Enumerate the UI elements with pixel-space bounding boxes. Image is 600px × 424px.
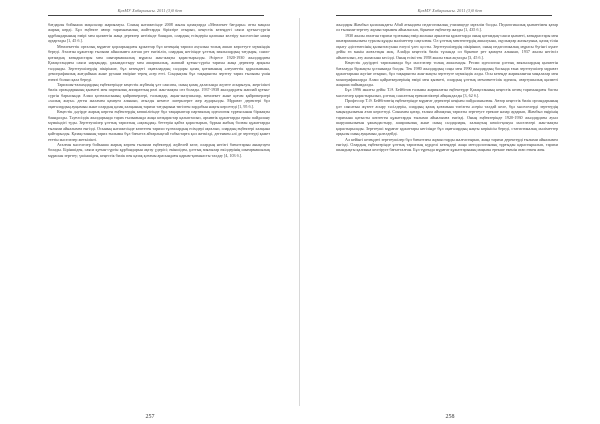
running-head: ҚазМУ Хабаршысы. 2011 (3)0 бет xyxy=(117,8,183,13)
paragraph: Бұл 1996 жылғы дейін Т.Ә. Бейбітов ғалымы жариялаған еңбектерде Қазақстанның кеңестік кезең тарихындағы басты мәселелер қарастырылып, ұлттық саясаттың ерекшеліктері айқындалды [3, 62 б.]. xyxy=(336,87,558,98)
body-text xyxy=(336,22,558,153)
paragraph: 1930 жылы аталған тарихи тұлғаның өмір жолына арналған құжаттарда оның қоғамдық-саяси қызметі, көзқарастары мен шығармашылығы туралы құнды мәліметтер сақталған. Ол ұлттық мектептердің ашылуына, оқулықтар жазылуына, қазақ тілін оқыту әдістемесінің қалыптасуына елеулі үлес қосты. Зерттеушілердің пікірінше, оның педагогикалық мұрасы бүгінгі күнге дейін өз мәнін жоғалтқан жоқ. Алайда кеңестік билік тұсында ол бірнеше рет қамауға алынып, 1937 жылы негізсіз айыпталып, ату жазасына кесілді. Оның есімі тек 1958 жылы ғана ақталды [3, 45 б.]. xyxy=(336,32,558,60)
paragraph: Аталған мәселелер бойынша жарық көрген ғылыми еңбектерді жүйелей келе, олардың негізгі бағыттарын анықтауға болады. Біріншіден, саяси қуғын-сүргін құрбандарын ақтау үдерісі; екіншіден, ұлттық зиялылар өкілдерінің шығармашылық мұрасын зерттеу; үшіншіден, кеңестік билік пен қазақ қоғамы арасындағы қарым-қатынасты талдау [4, 103 б.]. xyxy=(48,141,270,158)
paragraph: Ал кейінгі кезеңдегі зерттеушілер бұл бағыттағы жұмыстарды жалғастырып, жаңа тарихи деректерді ғылыми айналымға енгізді. Олардың еңбектерінде ұлттық тарихтың күрделі кезеңдері жаңа методологиялық тұрғыдан қарастырылып, тарихи шындықты қалпына келтіруге бағытталған. Бұл тұрғыда мұрағат құжаттарының маңызы ерекше екенін атап өткен жөн. xyxy=(336,136,558,153)
paragraph: жылдары Жамбыл қаласындағы Абай атындағы педагогикалық училищеде мұғалім болды. Педагогикалық қызметімен қатар ол ғылыми-зерттеу жұмыстарымен айналысып, бірнеше еңбектер жазды [1, 435 б.]. xyxy=(336,22,558,33)
header-rule xyxy=(336,15,552,16)
body-text xyxy=(48,22,270,158)
paragraph: Кеңестік дәуірде жарық көрген еңбектердің көпшілігінде бұл тақырыптар партиялық идеология тұрғысынан біржақты баяндалды. Тәуелсіздік жылдарында тарих ғылымында жаңа көзқарастар қалыптасып, архивтік құжаттарды еркін пайдалану мүмкіндігі туды. Зерттеушілер ұлттық тарихтың «ақтаңдақ» беттерін қайта қарастырып, бұрын жабық болған құжаттарды ғылыми айналымға енгізді. Осының нәтижесінде көптеген тарихи тұлғалардың есімдері ақталып, олардың еңбектері халқына қайтарылды. Қазақстанның тарих ғылымы бұл бағытта айтарлықтай табыстарға қол жеткізді, дегенмен әлі де зерттеуді қажет ететін мәселелер жеткілікті. xyxy=(48,109,270,142)
running-head: ҚазМУ Хабаршысы. 2011 (3)0 бет xyxy=(417,8,483,13)
paragraph: Тарихшы-ғалымдардың еңбектерінде кеңестік жүйенің ұлт саясаты, оның қазақ даласында жүзеге асырылуы, жергілікті билік органдарының қызметі мен партиялық аппараттың рөлі жан-жақты сөз болады. 1937-1938 жылдардағы жаппай қуғын-сүргін барысында Алаш қозғалысының қайраткерлері, ғалымдар, ақын-жазушылар, мемлекет және қоғам қайраткерлері «халық жауы» деген жаламен қамауға алынып, атылды немесе лагерьлерге жер аударылды. Мұрағат деректері бұл оқиғалардың ауқымын және олардың қазақ халқының тарихи тағдырына тигізген зардабын нақты көрсетеді [1, 95 б.]. xyxy=(48,81,270,109)
paragraph: бағдарлы бойынша мақалалар жариялауы. Соның нәтижесінде 2008 жылы қазақтарда «Мемлекет бағдары» атты мақала жарық көрді. Бұл еңбекте автор тарихнамалық жайттарды біріктіре отырып, кеңестік кезеңдегі саяси қуғын-сүргін құрбандарының өмірі мен қызметін жаңа деректер негізінде баяндап, олардың есімдерін қалпына келтіру мәселесіне назар аудартады [1, 45 б.]. xyxy=(48,22,270,44)
page-number: 257 xyxy=(145,414,155,420)
paragraph: Профессор Т.Ә. Бейбітовтің еңбектерінде мұрағат деректері кеңінен пайдаланылған. Автор кеңестік билік органдарының ұлт саясатын жүзеге асыру тәсілдерін, олардың қазақ қоғамына тигізген әсерін талдай келе, бұл мәселелерді зерттеудің маңыздылығын атап көрсетеді. Сонымен қатар, ғалым аймақтық тарихты зерттеуге ерекше назар аударып, Жамбыл өңірінің тарихына қатысты көптеген құжаттарды ғылыми айналымға енгізді. Оның еңбектерінде 1920-1930 жылдардағы ауыл шаруашылығын ұжымдастыру, ашаршылық және оның салдарлары, халықтың көшіп-қонуы мәселелері жан-жақты қарастырылады. Зерттеуші мұрағат құжаттары негізінде бұл оқиғалардың нақты көрінісін береді, статистикалық мәліметтер арқылы оның ауқымын дәлелдейді. xyxy=(336,98,558,137)
right-page xyxy=(300,0,600,424)
paragraph: Кеңестік дәуірдегі тарихнамада бұл мәселелер толық ашылмады. Ресми идеология ұлттық зиялылардың қызметін бағалауда біржақты ұстанымда болды. Тек 1980 жылдардың соңы мен 1990 жылдардың басында ғана зерттеушілер мұрағат құжаттарына жүгіне отырып, бұл тақырыпты жан-жақты зерттеуге мүмкіндік алды. Осы кезеңде жарияланған мақалалар мен монографияларда Алаш қайраткерлерінің өмірі мен қызметі, олардың ұлттық мемлекеттілік идеясы, ағартушылық қызметі жаңаша пайымдалды. xyxy=(336,60,558,87)
paragraph: Мемлекеттік орталық мұрағат қорларындағы құжаттар бұл кезеңнің тарихи ахуалын толық ашып көрсетуге мүмкіндік береді. Аталған құжаттар ғылыми айналымға алғаш рет енгізіліп, олардың негізінде ұлттық зиялылардың тағдыры, саяси-қоғамдық көзқарастары мен шығармашылық мұрасы жан-жақты қарастырылды. Әсіресе 1920-1930 жылдардағы Қазақстандағы саяси науқандар, ұжымдастыру мен ашаршылық, жаппай қуғын-сүргін тарихы жаңа деректер арқылы талданды. Зерттеушілердің пікірінше, бұл кезеңдегі оқиғалардың салдары қазақ қоғамының әлеуметтік құрылымына, демографиялық жағдайына және рухани өміріне терең әсер етті. Сондықтан бұл тақырыпты зерттеу тарих ғылымы үшін өзекті болып қала береді. xyxy=(48,43,270,82)
header-rule xyxy=(48,15,264,16)
page-number: 258 xyxy=(445,414,455,420)
